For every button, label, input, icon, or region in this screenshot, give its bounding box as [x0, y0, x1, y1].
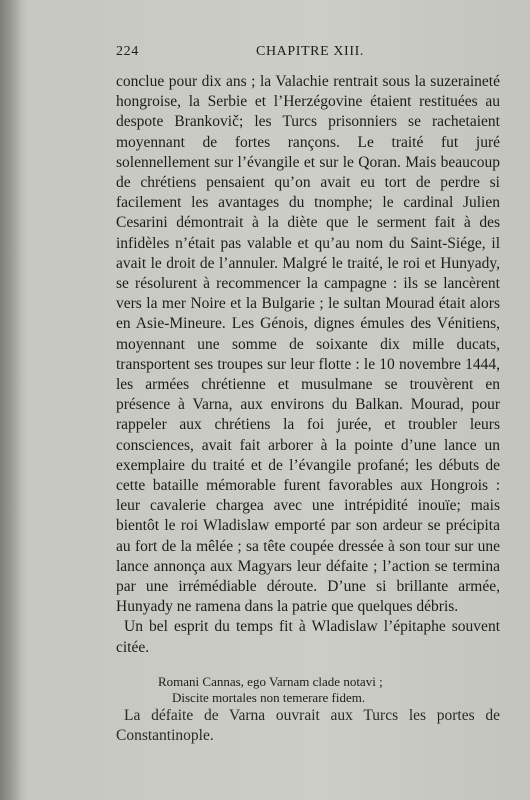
- paragraph-epitaph-intro: Un bel esprit du temps fit à Wladislaw l’épitaphe souvent citée.: [116, 618, 500, 656]
- page-number: 224: [116, 44, 139, 59]
- gutter-shadow: [0, 0, 22, 800]
- page-body: [116, 72, 500, 746]
- paragraph-main: conclue pour dix ans ; la Valachie rentrait sous la suzeraineté hongroise, la Serbie et l’Herzégovine étaient restituées au despote Brankovič; les Turcs prisonniers se rachetaient moyennant de fortes rançons. Le traité fut juré solennellement sur l’évangile et sur le Qoran. Mais beaucoup de chrétiens pensaient qu’on avait eu tort de perdre si facilement les avantages du tnomphe; le cardinal Julien Cesarini démontrait à la diète que le serment fait à des infidèles n’était pas valable et qu’au nom du Saint-Siége, il avait le droit de l’annuler. Malgré le traité, le roi et Hunyady, se résolurent à recommencer la campagne : ils se lancèrent vers la mer Noire et la Bulgarie ; le sultan Mourad était alors en Asie-Mineure. Les Génois, dignes émules des Vénitiens, moyennant une somme de soixante dix mille ducats, transportent ses troupes sur leur flotte : le 10 novembre 1444, les armées chrétienne et musulmane se trouvèrent en présence à Varna, aux environs du Balkan. Mourad, pour rappeler aux chrétiens la foi jurée, et troubler leurs consciences, avait fait arborer à la pointe d’une lance un exemplaire du traité et de l’évangile profané; les débuts de cette bataille mémorable furent favorables aux Hongrois : leur cavalerie chargea avec une intrépidité inouïe; mais bientôt le roi Wladislaw emporté par son ardeur se précipita au fort de la mêlée ; sa tête coupée dressée à son tour sur une lance annonça aux Magyars leur défaite ; l’action se termina par une irrémédiable déroute. D’une si brillante armée, Hunyady ne ramena dans la patrie que quelques débris.: [116, 73, 500, 616]
- latin-epitaph: [158, 674, 500, 706]
- page-header: [116, 44, 506, 64]
- epitaph-line-1: Romani Cannas, ego Varnam clade notavi ;: [158, 673, 383, 689]
- paragraph-final: La défaite de Varna ouvrait aux Turcs les portes de Constantinople.: [116, 706, 500, 745]
- epitaph-line-2: Discite mortales non temerare fidem.: [172, 689, 366, 705]
- running-title: CHAPITRE XIII.: [256, 44, 364, 59]
